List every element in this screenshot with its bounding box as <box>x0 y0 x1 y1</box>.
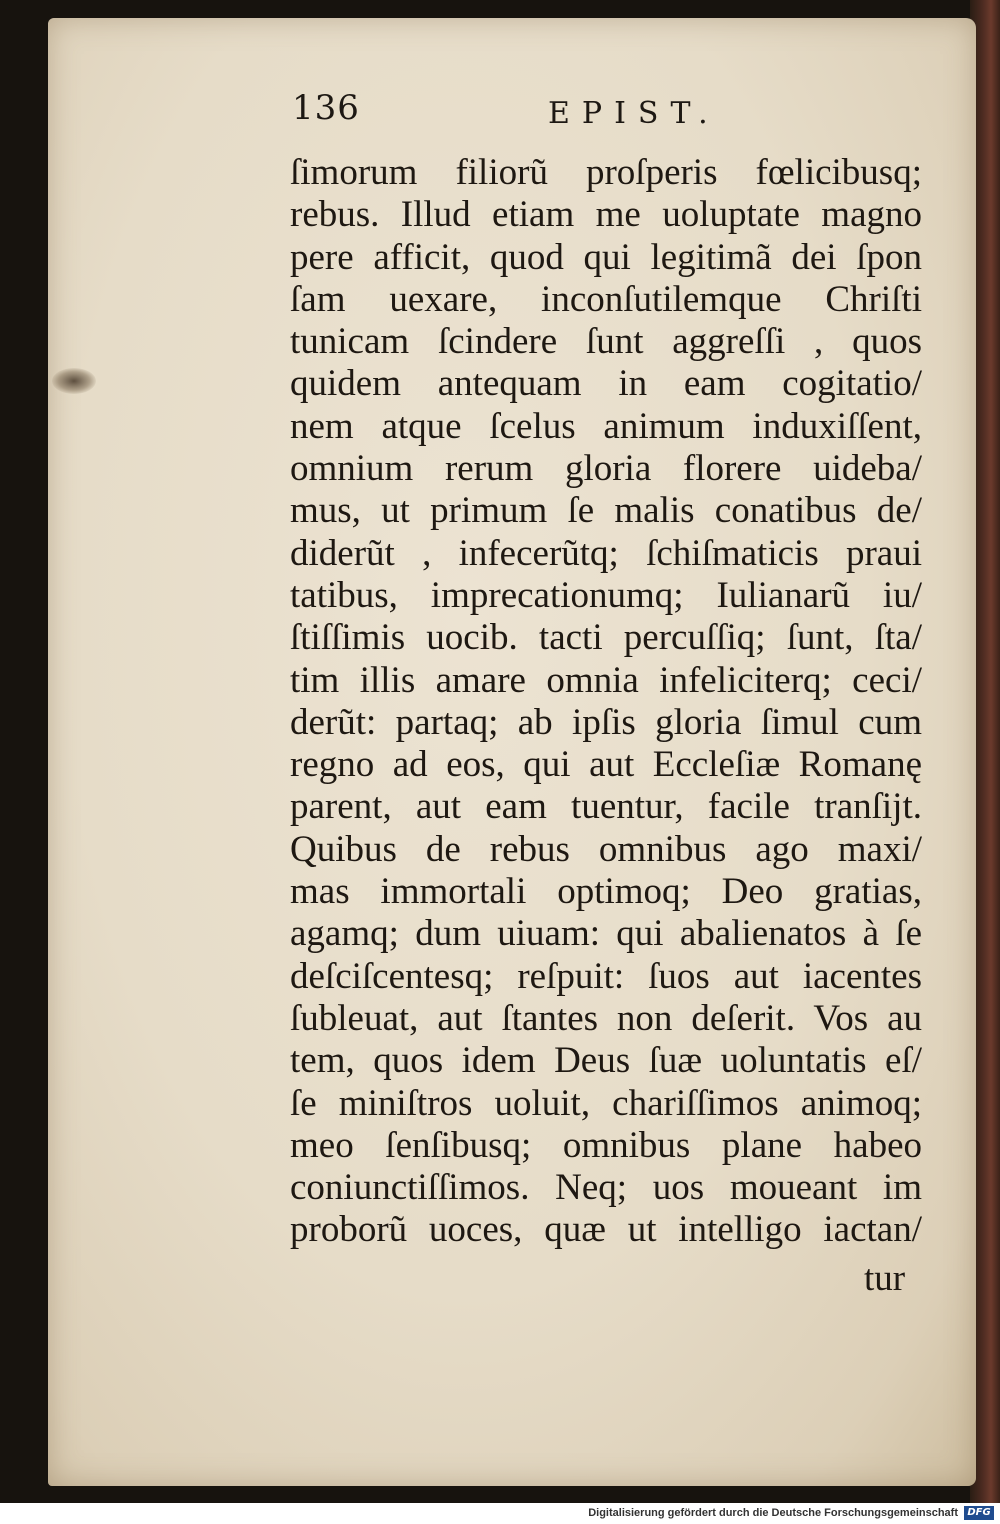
page-number: 136 <box>292 88 360 128</box>
text-line: tunicam ſcindere ſunt aggreſſi , quos <box>290 321 922 363</box>
text-line: rebus. Illud etiam me uoluptate magno <box>290 194 922 236</box>
ink-stain <box>52 368 96 394</box>
text-line: Quibus de rebus omnibus ago maxi/ <box>290 828 922 870</box>
text-line: agamq; dum uiuam: qui abalienatos à ſe <box>290 913 922 955</box>
text-line: diderũt , infecerũtq; ſchiſmaticis praui <box>290 532 922 574</box>
text-line: deſciſcentesq; reſpuit: ſuos aut iacentes <box>290 955 922 997</box>
footer-bar <box>0 1503 1000 1524</box>
text-line: ſimorum filiorũ proſperis fœlicibusq; <box>290 152 922 193</box>
text-line: parent, aut eam tuentur, facile tranſijt. <box>290 786 922 828</box>
catchword: tur <box>864 1258 906 1299</box>
text-line: ſam uexare, inconſutilemque Chriſti <box>290 278 922 320</box>
funding-credit: Digitalisierung gefördert durch die Deutsche Forschungsgemeinschaft <box>588 1507 958 1519</box>
text-line: tatibus, imprecationumq; Iulianarũ iu/ <box>290 574 922 616</box>
text-line: tim illis amare omnia infeliciterq; ceci/ <box>290 659 922 701</box>
text-line: omnium rerum gloria florere uideba/ <box>290 448 922 490</box>
text-line: mus, ut primum ſe malis conatibus de/ <box>290 490 922 532</box>
text-line: regno ad eos, qui aut Eccleſiæ Romanę <box>290 744 922 786</box>
text-line: derũt: partaq; ab ipſis gloria ſimul cum <box>290 701 922 743</box>
text-block <box>290 152 922 1252</box>
running-head: EPIST. <box>548 96 720 131</box>
text-line: tem, quos idem Deus ſuæ uoluntatis eſ/ <box>290 1040 922 1082</box>
text-line: ſtiſſimis uocib. tacti percuſſiq; ſunt, ſta/ <box>290 617 922 659</box>
text-line: nem atque ſcelus animum induxiſſent, <box>290 405 922 447</box>
dfg-logo: DFG <box>964 1506 994 1520</box>
text-line: quidem antequam in eam cogitatio/ <box>290 363 922 405</box>
text-line: meo ſenſibusq; omnibus plane habeo <box>290 1124 922 1166</box>
text-line: ſe miniſtros uoluit, chariſſimos animoq; <box>290 1082 922 1124</box>
text-line: mas immortali optimoq; Deo gratias, <box>290 871 922 913</box>
text-line: coniunctiſſimos. Neq; uos moueant im <box>290 1167 922 1209</box>
text-line: proborũ uoces, quæ ut intelligo iactan/ <box>290 1209 922 1251</box>
text-line: ſubleuat, aut ſtantes non deſerit. Vos au <box>290 997 922 1039</box>
text-line: pere afficit, quod qui legitimã dei ſpon <box>290 236 922 278</box>
